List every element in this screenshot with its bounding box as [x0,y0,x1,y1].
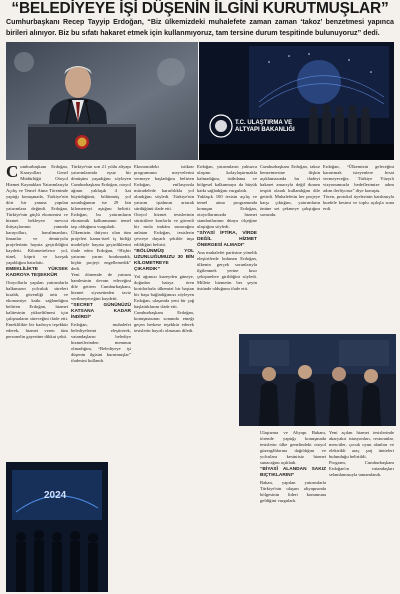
screen-year-text: 2024 [44,490,67,501]
article-column-3 [134,164,194,592]
paragraph: Erdoğan, “Ülkemizin geleceğini karartmak isteyenlere fırsat vermeyeceğiz. Türkiye Yüzyılı vizyonumuzla hedeflerimize adım adım ilerliyoruz” diye konuştu. [323,164,394,193]
paragraph: Ana muhalefet partisine yönelik eleştirilerde bulunan Erdoğan, ülkenin gerçek sorunlarıyla ilgilenmek yerine kısır çekişmelere girildiğini söyledi. Millete hizmetin her şeyin üstünde olduğunu ifade etti. [197,250,257,291]
paragraph: Yol ağımızı kuzeyden güneye, doğudan batıya ören koridorlarla ülkemizi bir baştan bir başa bağladığımızı söyleyen Erdoğan, ulaşımda yeni bir çağ başlattıklarını ifade etti. [134,274,194,309]
paragraph: Program, Cumhurbaşkanı Erdoğan'ın vatandaşları selamlamasıyla tamamlandı. [329,460,394,477]
ministry-logo-line1: T.C. ULAŞTIRMA VE [235,120,293,126]
subheading: “BÖLÜNMÜŞ YOL UZUNLUĞUMUZU 30 BİN KİLOMETREYE ÇIKARDIK” [134,249,194,272]
paragraph: Cumhurbaşkanı Erdoğan, takoz benzetmesine ilişkin açıklamasında bu ifadeyi hakaret amacıyla değil durum tespiti olarak kullandığını dile getirdi. Muhalefetin her projeye karşı çıktığını, yatırımların önüne set çekmeye çalıştığını savundu. [260,164,320,217]
article-column-1 [6,164,68,460]
paragraph: Ülkemizin ihtiyacı olan tüm projeleri kamu-özel iş birliği modeliyle hayata geçirdiklerini ifade eden Erdoğan, “Hiçbir yatırımı yarım bırakmadık, hiçbir projeyi engellemedik” dedi. [71,230,131,271]
paragraph: Erdoğan, muhalefet belediyelerini eleştirerek, vatandaşların belediye hizmetlerinden memnun olmadığını, “Belediyeye işi düşenin ilgisini kurutmuşlar” ifadesini kullandı. [71,322,131,363]
paragraph: Ulaştırma ve Altyapı Bakanı, törende yaptığı konuşmada tesislerin ülke genelindeki otoyol güzergâhlarına dağıldığını ve yolculara kesintisiz hizmet sunacağını açıkladı. [260,430,326,465]
paragraph: Yaklaşık 100 tesisin açılış ve temel atma programında konuşan Erdoğan, otoyollarımızda hizmet standartlarının dünya ölçeğine ulaştığını söyledi. [197,194,257,229]
article-column-4 [197,164,257,592]
headline: “BELEDİYEYE İŞİ DÜŞENİN İLGİNİ KURUTMUŞLAR” [11,0,389,17]
ministry-logo-line2: ALTYAPI BAKANLIĞI [235,127,295,133]
paragraph: Türkiye'nin son 21 yılda altyapı yatırımlarında eşsiz bir dönüşüm yaşadığını söyleyen Cumhurbaşkanı Erdoğan, otoyol ağının yaklaşık 4 kat büyüdüğünü, bölünmüş yol uzunluğunun ise 29 bin kilometreyi aştığını belirtti. Erdoğan, bu yatırımların ekonomik kalkınmanın temel taşı olduğunu vurguladı. [71,164,131,229]
paragraph: Yeni açılan hizmet tesislerinde akaryakıt istasyonları, restoranlar, mescitler, çocuk oyun alanları ve elektrikli araç şarj üniteleri bulunduğu belirtildi. [329,430,394,459]
lead-paragraph: Cumhurbaşkanı Recep Tayyip Erdoğan, “Biz ülkemizdeki muhalefete zaman zaman ‘takoz’ benzetmesi yapınca birileri alınıyor. Biz bu sıfatı hakaret etmek için kullanmıyoruz, tam tersine durum tespitinde bulunuyoruz” dedi. [6,18,394,37]
article-column-2 [71,164,131,592]
subheading: “SECRET GÜNÜNÜZÜ KATSANA KADAR İNDİRDİ” [71,303,131,320]
article-column-8 [329,430,394,592]
photo-stage-ceremony [199,42,394,160]
paragraph: Ekonomideki istikrar programının meyvelerini vermeye başladığını belirten Erdoğan, enflasyonla mücadelede kararlılıkla yol alındığını söyledi. Türkiye'nin yatırım iştahının artarak sürdüğünü ifade etti. [134,164,194,211]
paragraph: Otoyollarla yapılan yatırımlarla halkımızın yolculuk süreleri kısaldı, güvenliği arttı ve ekonomiye katkı sağlandığını belirten Erdoğan, hizmet kalitesinin yükseltilmesi için çalışmaların süreceğini ifade etti. Emeklilikte bir kadroya teşekkür ederek, hizmet veren tüm personelin gayretine dikkat çekti. [6,280,68,339]
photo-speaker-podium [6,42,198,160]
article-column-6 [323,164,394,332]
paragraph: Cumhurbaşkanı Erdoğan, konuşmasının sonunda emeği geçen herkese teşekkür ederek tesislerin hayırlı olmasını diledi. [134,310,194,333]
paragraph: Yeni dönemde de yatırım hamlesinin devam edeceğini dile getiren Cumhurbaşkanı, hizmet siyasetinden taviz verilmeyeceğini kaydetti. [71,272,131,301]
paragraph: umhurbaşkanı Erdoğan, Karayolları Genel Müdürlüğü Otoyol Hizmet Kaynakları Yatırımlarıyla Açılış ve Temel Atma Töreninde yaptığı konuşmada, Türkiye'nin dört bir yanına yapılan yatırımlara değindi. Erdoğan, Türkiye'nin güçlü ekonomisi ve hizmet bekleyen mevcut ihtiyaçlarının yanında karayolları, havalimanları, limanlar ve demiryolu projelerinin hayata geçirildiğini kaydetti. Kilometrelerce yol, tünel, köprü ve kavşak yapıldığını hatırlattı. [6,164,68,265]
paragraph: Otoyol hizmet tesislerinin sürücülere konforlu ve güvenli bir mola imkânı sunacağını anlatan Erdoğan, tesislerin çevreye duyarlı şekilde inşa edildiğini belirtti. [134,212,194,247]
photo-officials-event [239,334,396,426]
paragraph: Erdoğan, yatırımların yalnızca ulaşımı kolaylaştırmakla kalmadığını, istihdama ve bölgesel kalkınmaya da büyük katkı sağladığını vurguladı. [197,164,257,193]
subheading: “BİYASÎ ALANDAN SAKIZ BIÇTIKLARINI” [260,467,326,478]
subheading: EMEKLİLİKTE YÜKSEK KADROYA TEŞEKKÜR [6,267,68,278]
drop-cap: C [6,164,19,181]
paragraph: Bakan, yapılan yatırımlarla Türkiye'nin ulaşım altyapısında bölgesinin lideri konumuna geldiğini vurguladı. [260,480,326,503]
subheading: “SİYASİ İFTİRA, VİRDE DEĞİL HİZMET ÖNERGESİ ALMADI” [197,231,257,248]
article-column-7 [260,430,326,592]
paragraph: Tören, protokol üyelerinin katılımıyla kurdele kesimi ve toplu açılışla sona erdi. [323,194,394,211]
article-column-5 [260,164,320,332]
